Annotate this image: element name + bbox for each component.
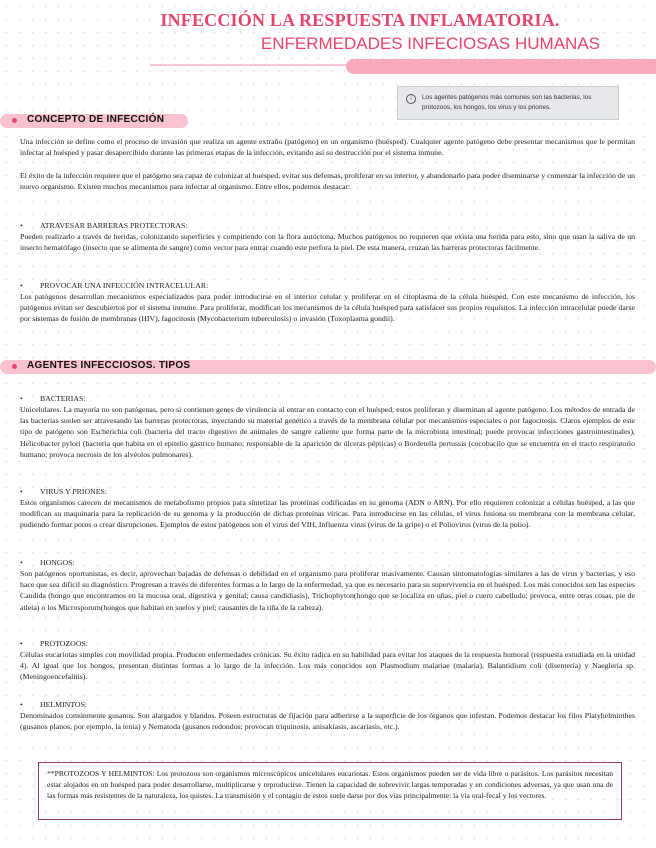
list-item-intracelular [20, 280, 635, 291]
page-subtitle: ENFERMEDADES INFECIOSAS HUMANAS [260, 34, 600, 53]
section-bullet-dot [12, 118, 17, 123]
list-item-title: PROVOCAR UNA INFECCIÓN INTRACELULAR: [40, 281, 209, 290]
info-callout [397, 86, 619, 120]
section-title-concepto: CONCEPTO DE INFECCIÓN [27, 114, 165, 125]
list-item-text: Células eucariotas simples con movilidad propia. Producen enfermedades crónicas. Su éxito radica en su habilidad para evitar los ataques de la respuesta humoral (respuesta estudiada en la unidad 4). Al igual que los hongos, presentan distintas formas a lo largo de la infección. Los más conocidos son Plasmodium malariae (malaria), Balantidium coli (disentería) y Naegleria sp. (Meningoencefalitis). [20, 650, 635, 682]
concepto-paragraph-1: Una infección se define como el proceso de invasión que realiza un agente extraño (patógeno) en un organismo (huésped). Cualquier agente patógeno debe presentar mecanismos que le permitan infectar al huésped y pasar desapercibido durante las primeras etapas de la infección, evitando así su destrucción por el sistema inmune. [20, 137, 635, 158]
list-item-text: Estos organismos carecen de mecanismos de metabolismo propios para sintetizar las proteínas codificadas en su genoma (ADN o ARN). Por ello requieren colonizar a células huésped, a las que modifican su maquinaria para la replicación de su genoma y la producción de dichas proteínas víricas. Para introducirse en las células, el virus fusiona su membrana con la membrana celular, pudiendo formar poros o crear disrupciones. Ejemplos de estos patógenos son el virus del VIH, Influenza virus (virus de la gripe) o el Poliovirus (virus de la polio). [20, 498, 635, 530]
bullet-icon: • [20, 394, 23, 403]
bullet-icon: • [20, 487, 23, 496]
list-item-title: ATRAVESAR BARRERAS PROTECTORAS: [40, 221, 188, 230]
page-title: INFECCIÓN LA RESPUESTA INFLAMATORIA. [160, 10, 560, 30]
concepto-paragraph-2: El éxito de la infección requiere que el patógeno sea capaz de colonizar al huésped, evitar sus defensas, proliferar en su interior, y abandonarlo para poder diseminarse y comenzar la infección de un nuevo organismo. Existen muchos mecanismos para infectar al organismo. Entre ellos, podemos destacar: [20, 171, 635, 192]
section-title-agentes: AGENTES INFECCIOSOS. TIPOS [27, 360, 191, 371]
list-item-protozoos [20, 638, 635, 649]
info-callout-text: Los agentes patógenos más comunes son las bacterias, los protozoos, los hongos, los virus y los priones. [422, 94, 592, 111]
list-item-title: BACTERIAS: [40, 394, 86, 403]
list-item-title: VIRUS Y PRIONES: [40, 487, 108, 496]
list-item-barreras [20, 220, 635, 231]
section-bullet-dot [12, 364, 17, 369]
list-item-title: HONGOS: [40, 558, 75, 567]
list-item-text: Unicelulares. La mayoría no son patógenas, pero si contienen genes de virulencia al entrar en contacto con el huésped, estos proliferan y diseminan al agente patógeno. Los métodos de entrada de las bacterias suelen ser atravesando las barreras protectoras, inyectando su material genético a través de la membrana celular por mecanismos especiales o por fagocitosis. Claros ejemplos de este tipo de patógeno son Escherichia coli (bacteria del tracto digestivo de animales de sangre caliente que forma parte de la microbiota intestinal; puede provocar infecciones gastrointestinales), Helicobacter pylori (bacteria que habita en el epitelio gástrico humano; responsable de la aparición de úlceras pépticas) o Bordetella pertussis (cocobacilo que se encuentra en el tracto respiratorio humano; provoca necrosis de los alvéolos pulmonares). [20, 405, 635, 459]
bullet-icon: • [20, 281, 23, 290]
note-box-protozoos-helmintos: **PROTOZOOS Y HELMINTOS: Los protozoos son organismos microscópicos unicelulares eucariotas. Estos organismos pueden ser de vida libre o parásitos. Los parásitos necesitan estar alojados en un huésped para poder desarrollarse, multiplicarse y reproducirse. Tienen la capacidad de sobrevivir largas temporadas y en condiciones adversas, ya que usan una de las formas más resistentes de la naturaleza, los quistes. La transmisión y el contagio de estos suele darse por dos vías principalmente: la vía oral-fecal y los vectores. [38, 762, 622, 820]
list-item-text: Pueden realizarlo a través de heridas, colonizando superficies y compitiendo con la flora autóctona. Muchos patógenos no requieren que exista una herida para esto, sino que usan la saliva de un insecto hematófago (insecto que se alimenta de sangre) como vector para entrar cuando este perfora la piel. De esta manera, cruzan las barreras protectoras fácilmente. [20, 232, 635, 253]
header-accent-bar [346, 59, 656, 74]
list-item-helmintos [20, 699, 635, 710]
list-item-virus [20, 486, 635, 497]
bullet-icon: • [20, 700, 23, 709]
list-item-text: Son patógenos oportunistas, es decir, aprovechan bajadas de defensas o debilidad en el organismo para proliferar masivamente. Causan sintomatologías similares a las de virus y bacterias, y eso hace que sea difícil su diagnóstico. Progresan a través de diferentes formas a lo largo de la enfermedad, ya que es necesario para su supervivencia en el huésped. Los más conocidos son las especies Candida (hongo que encontramos en la mucosa oral, digestiva y genital; causa candidiasis), Trichophyton(hongo que se localiza en uñas, piel o cuero cabelludo; provoca, entre otras cosas, pie de atleta) o los Microsporum(hongos que habitan en suelos y piel; causantes de la tiña de la cabeza). [20, 569, 635, 612]
list-item-text: Los patógenos desarrollan mecanismos especializados para poder introducirse en el interior celular y proliferar en el citoplasma de la célula huésped. Con este mecanismo de infección, los patógenos evitan ser descubiertos por el sistema inmune. Para proliferar, modifican los mecanismos de la célula huésped para satisfacer sus propios requisitos. La infección intracelular puede darse por sistemas de fusión de membranas (HIV), fagocitosis (Mycobacterium tuberculosis) o invasión (Toxoplasma gondii). [20, 292, 635, 324]
bullet-icon: • [20, 558, 23, 567]
header-divider [150, 64, 350, 66]
list-item-bacterias [20, 393, 635, 404]
list-item-title: PROTOZOOS: [40, 639, 88, 648]
list-item-text: Denominados comúnmente gusanos. Son alargados y blandos. Poseen estructuras de fijación para adherirse a la superficie de los órganos que infestan. Podemos destacar los filos Platyhelminthes (gusanos planos, por ejemplo, la tenia) y Nematoda (gusanos redondos; provocan triquinosis, anisakiasis, ascariasis, etc.). [20, 711, 635, 732]
bullet-icon: • [20, 221, 23, 230]
list-item-hongos [20, 557, 635, 568]
list-item-title: HELMINTOS: [40, 700, 88, 709]
bullet-icon: • [20, 639, 23, 648]
info-icon: i [406, 94, 416, 104]
